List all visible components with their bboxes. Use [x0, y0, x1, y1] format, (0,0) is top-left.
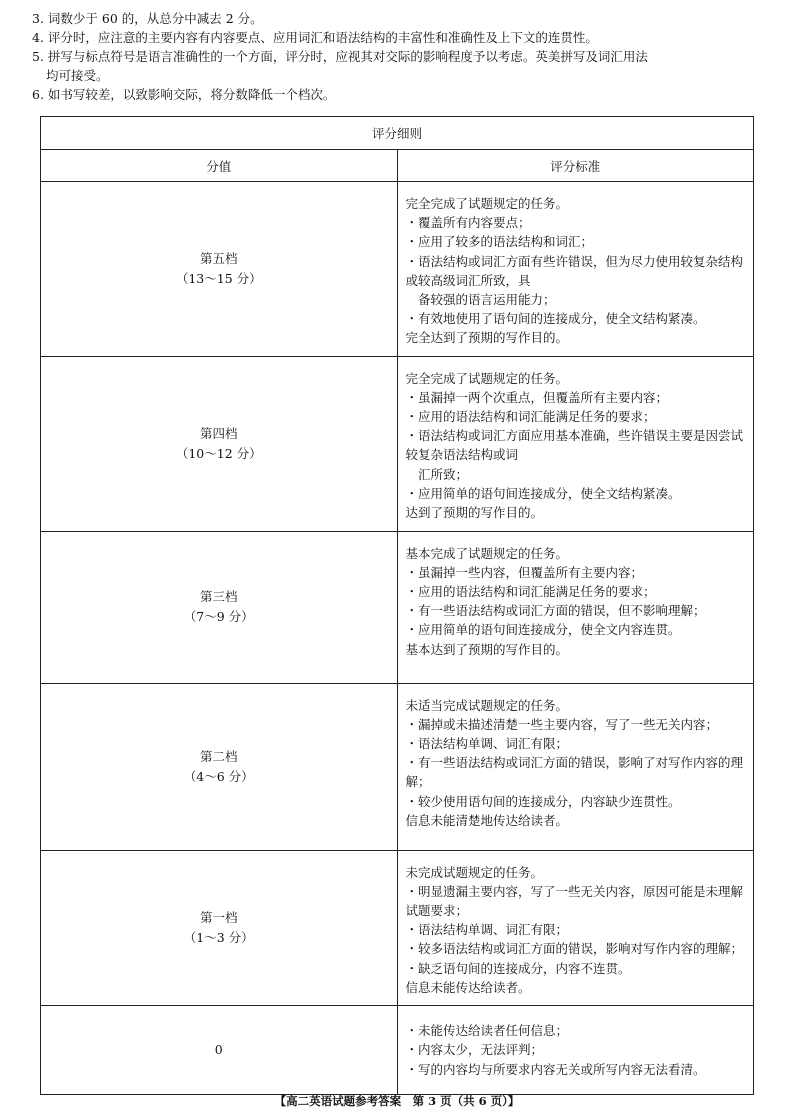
- grade-label: 第一档: [199, 909, 238, 925]
- criteria-line: ・应用简单的语句间连接成分，使全文内容连贯。: [405, 622, 681, 638]
- criteria-line: ・应用简单的语句间连接成分，使全文结构紧凑。: [405, 485, 681, 501]
- grade-range: （13～15 分）: [175, 270, 262, 286]
- criteria-line: ・未能传达给读者任何信息；: [405, 1023, 569, 1039]
- rubric-row-level-1: [41, 850, 754, 1005]
- note-3: 3. 词数少于 60 的，从总分中减去 2 分。: [32, 11, 263, 26]
- criteria-cell: [397, 531, 754, 683]
- grade-label: 第四档: [199, 425, 238, 441]
- criteria-line: 基本完成了试题规定的任务。: [405, 545, 569, 561]
- criteria-line: ・语法结构或词汇方面应用基本准确，些许错误主要是因尝试较复杂语法结构或词: [405, 428, 744, 463]
- criteria-cell: [397, 356, 754, 531]
- criteria-line: ・有一些语法结构或词汇方面的错误，影响了对写作内容的理解；: [405, 755, 744, 790]
- grade-cell: [41, 1006, 398, 1095]
- rubric-row-level-4: [41, 356, 754, 531]
- rubric-row-level-0: [41, 1006, 754, 1095]
- grade-label: 第三档: [199, 589, 238, 605]
- grade-range: （10～12 分）: [175, 445, 262, 461]
- criteria-line: 完全完成了试题规定的任务。: [405, 370, 569, 386]
- criteria-cell: [397, 850, 754, 1005]
- criteria-line: 达到了预期的写作目的。: [405, 505, 544, 521]
- criteria-line: ・较少使用语句间的连接成分，内容缺少连贯性。: [405, 793, 681, 809]
- grade-label: 第五档: [199, 250, 238, 266]
- scoring-notes: [32, 9, 772, 104]
- grade-range: （7～9 分）: [183, 609, 254, 625]
- criteria-line: ・明显遗漏主要内容，写了一些无关内容，原因可能是未理解试题要求；: [405, 883, 744, 919]
- criteria-line: ・较多语法结构或词汇方面的错误，影响对写作内容的理解；: [405, 941, 744, 957]
- criteria-line: ・有效地使用了语句间的连接成分，使全文结构紧凑。: [405, 311, 706, 327]
- criteria-line: ・虽漏掉一些内容，但覆盖所有主要内容；: [405, 564, 644, 580]
- grade-label: 第二档: [199, 748, 238, 764]
- criteria-line: 信息未能清楚地传达给读者。: [405, 812, 569, 828]
- rubric-row-level-5: [41, 182, 754, 357]
- note-5-continuation: 均可接受。: [46, 68, 109, 83]
- criteria-line: ・有一些语法结构或词汇方面的错误，但不影响理解；: [405, 603, 706, 619]
- criteria-line: 未完成试题规定的任务。: [405, 864, 544, 880]
- criteria-line: ・应用的语法结构和词汇能满足任务的要求；: [405, 584, 656, 600]
- criteria-line: ・缺乏语句间的连接成分，内容不连贯。: [405, 960, 631, 976]
- criteria-line: 备较强的语言运用能力；: [405, 292, 556, 308]
- grade-label: 0: [214, 1042, 223, 1058]
- criteria-line: ・覆盖所有内容要点；: [405, 215, 531, 231]
- grade-cell: [41, 182, 398, 357]
- rubric-title: 评分细则: [41, 117, 754, 150]
- criteria-line: ・漏掉或未描述清楚一些主要内容，写了一些无关内容；: [405, 716, 719, 732]
- criteria-line: ・内容太少，无法评判；: [405, 1042, 544, 1058]
- criteria-cell: [397, 1006, 754, 1095]
- grade-range: （4～6 分）: [183, 768, 254, 784]
- criteria-cell: [397, 182, 754, 357]
- criteria-line: 完全达到了预期的写作目的。: [405, 330, 569, 346]
- criteria-line: 完全完成了试题规定的任务。: [405, 196, 569, 211]
- criteria-line: 汇所致；: [405, 466, 469, 482]
- grade-cell: [41, 531, 398, 683]
- note-6: 6. 如书写较差，以致影响交际，将分数降低一个档次。: [32, 87, 336, 102]
- rubric-row-level-3: [41, 531, 754, 683]
- rubric-row-level-2: [41, 683, 754, 850]
- criteria-line: 未适当完成试题规定的任务。: [405, 697, 569, 713]
- column-header-grade: 分值: [41, 150, 398, 182]
- rubric-table: [40, 116, 754, 1095]
- criteria-cell: [397, 683, 754, 850]
- grade-range: （1～3 分）: [183, 929, 254, 945]
- grade-cell: [41, 683, 398, 850]
- criteria-line: 基本达到了预期的写作目的。: [405, 641, 569, 657]
- criteria-line: ・应用的语法结构和词汇能满足任务的要求；: [405, 409, 656, 425]
- criteria-line: ・写的内容均与所要求内容无关或所写内容无法看清。: [405, 1061, 706, 1077]
- note-4: 4. 评分时，应注意的主要内容有内容要点、应用词汇和语法结构的丰富性和准确性及上下文的连贯性。: [32, 30, 598, 45]
- criteria-line: ・语法结构或词汇方面有些许错误，但为尽力使用较复杂结构或较高级词汇所致，具: [405, 253, 744, 288]
- column-header-criteria: 评分标准: [397, 150, 754, 182]
- grade-cell: [41, 356, 398, 531]
- note-5: 5. 拼写与标点符号是语言准确性的一个方面，评分时，应视其对交际的影响程度予以考虑。英美拼写及词汇用法 均可接受。: [32, 47, 772, 85]
- grade-cell: [41, 850, 398, 1005]
- criteria-line: 信息未能传达给读者。: [405, 979, 531, 995]
- criteria-line: ・语法结构单调、词汇有限；: [405, 736, 569, 752]
- criteria-line: ・虽漏掉一两个次重点，但覆盖所有主要内容；: [405, 389, 669, 405]
- criteria-line: ・应用了较多的语法结构和词汇；: [405, 234, 594, 250]
- page-footer: 【高二英语试题参考答案 第 3 页（共 6 页）】: [274, 1094, 520, 1108]
- criteria-line: ・语法结构单调、词汇有限；: [405, 922, 569, 938]
